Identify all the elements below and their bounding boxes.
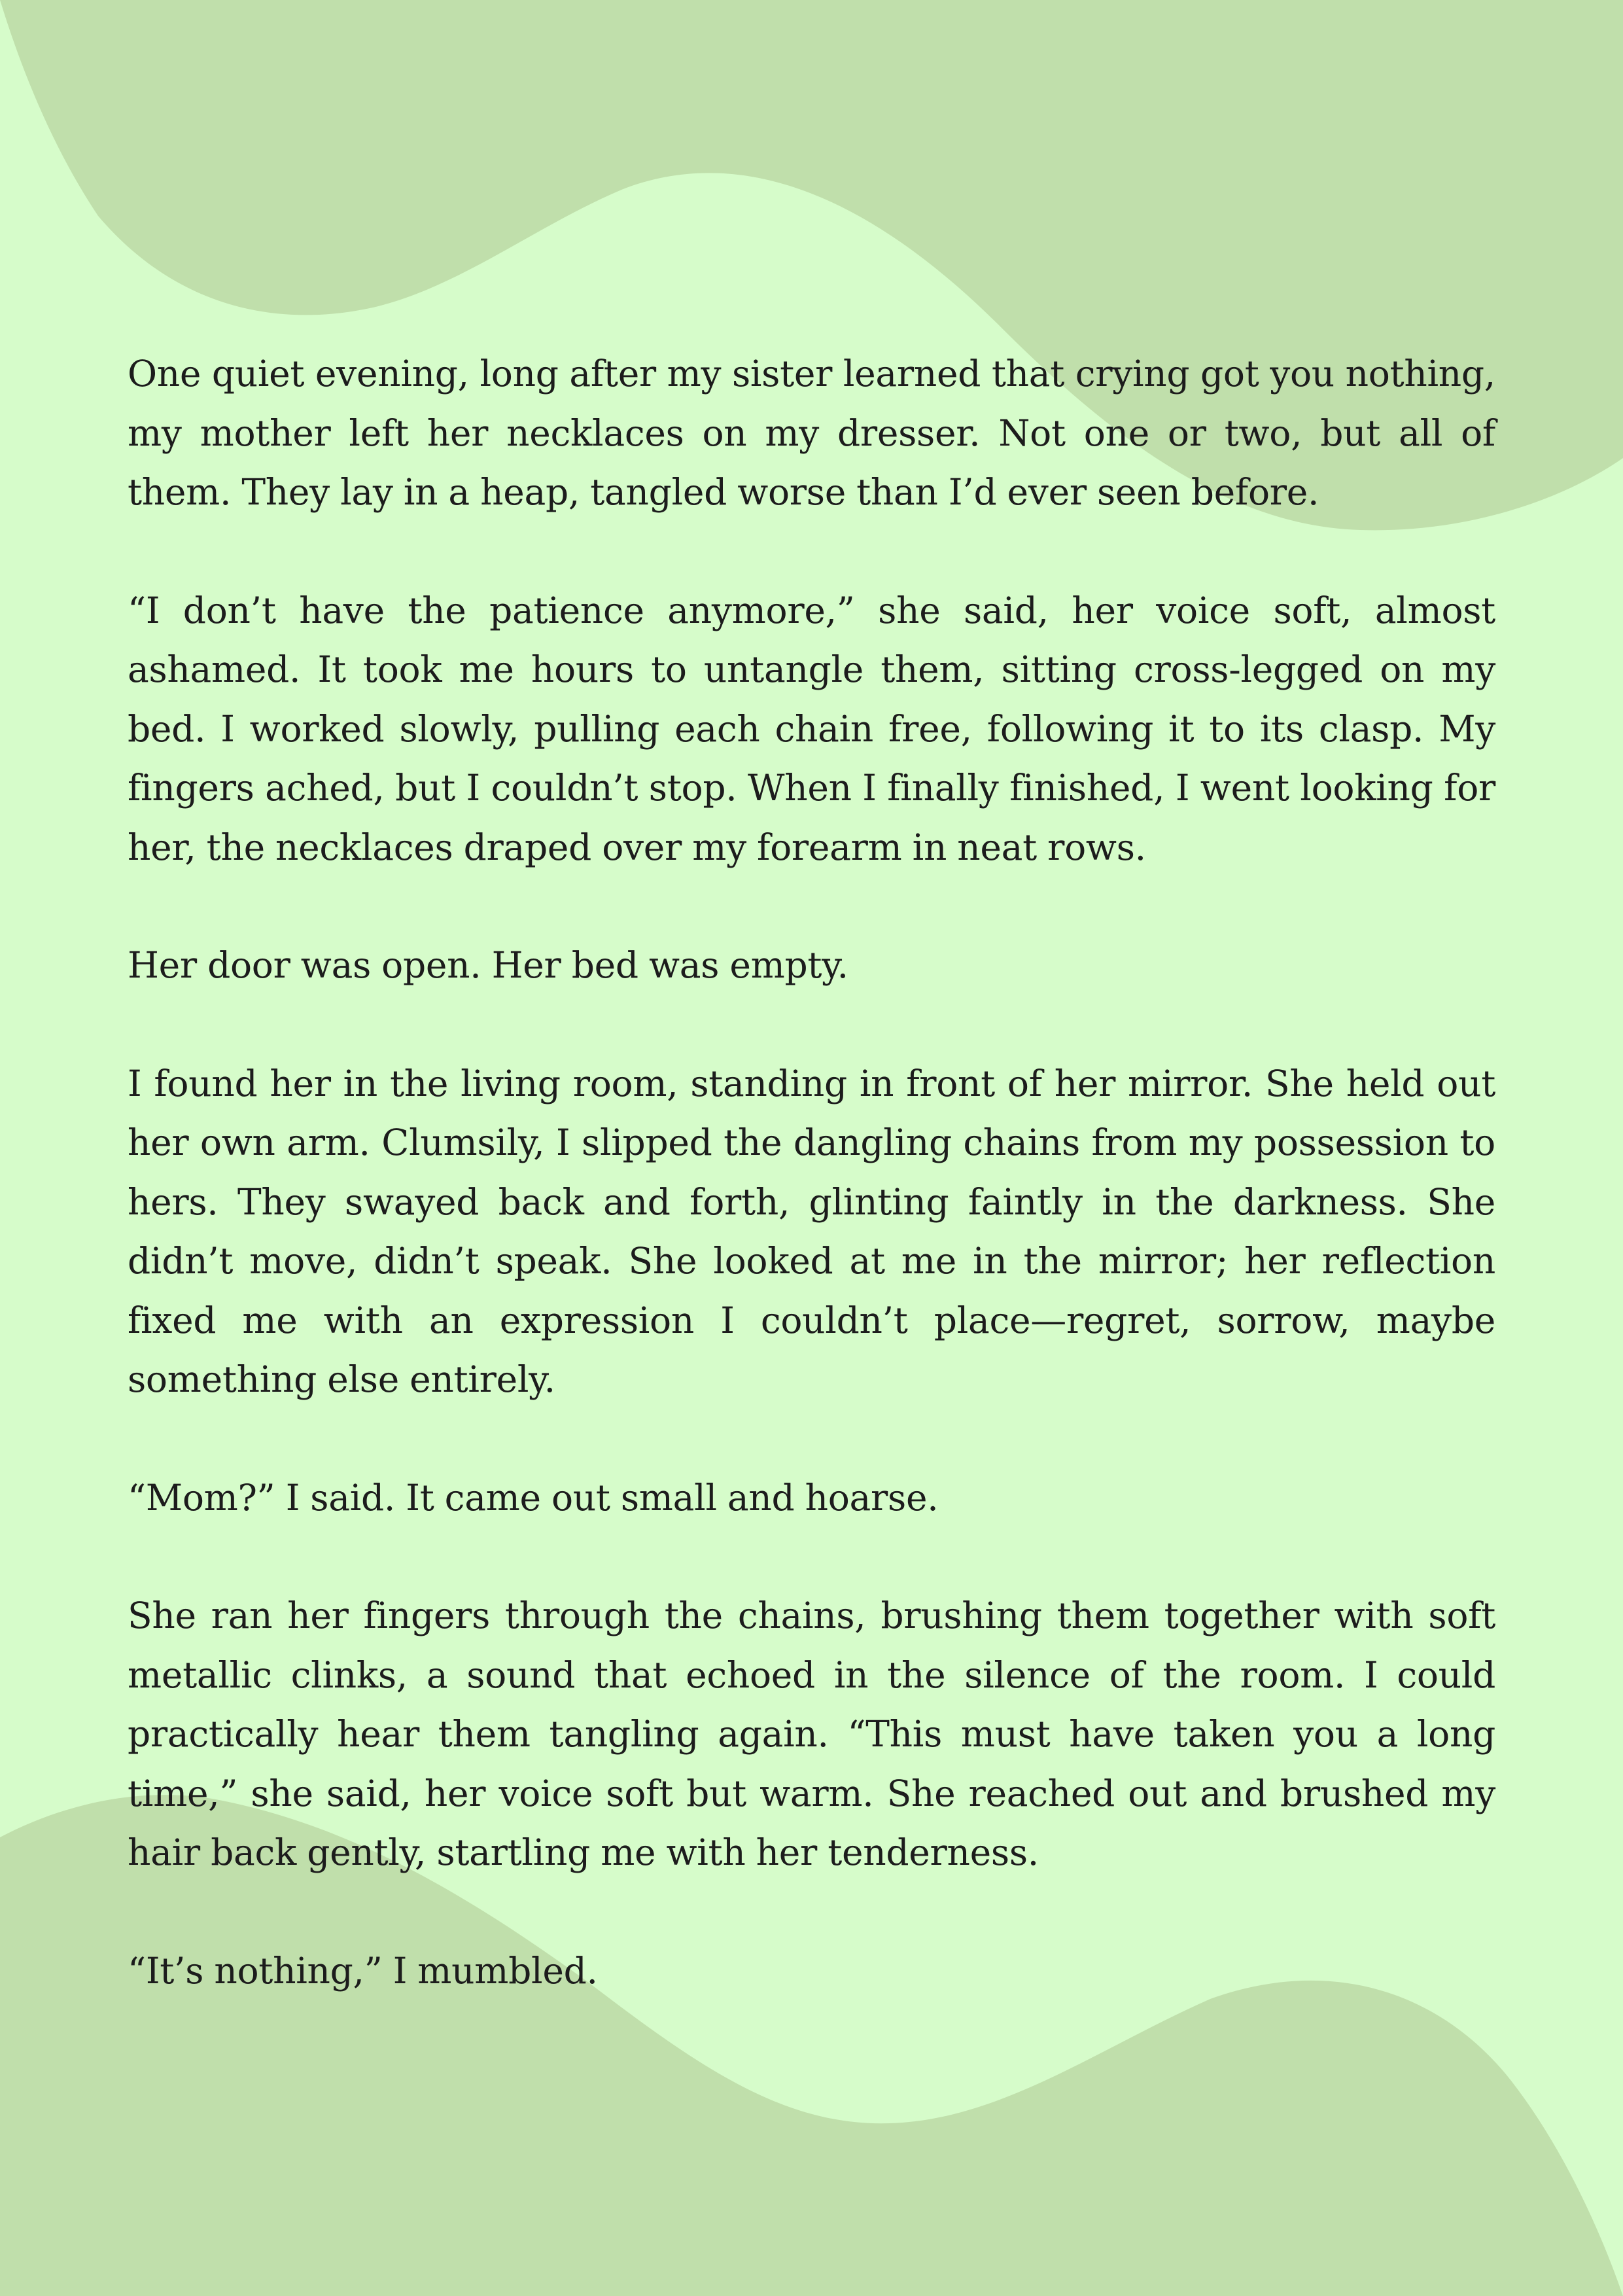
- paragraph-4: I found her in the living room, standing in front of her mirror. She held out her own arm. Clumsily, I slipped the dangling chains from my possession to hers. They swayed back and forth, glinting faintly in the darkness. She didn’t move, didn’t speak. She looked at me in the mirror; her reflection fixed me with an expression I couldn’t place—regret, sorrow, maybe something else entirely.: [128, 1062, 1495, 1400]
- paragraph-5: “Mom?” I said. It came out small and hoarse.: [128, 1476, 939, 1519]
- paragraph-1: One quiet evening, long after my sister learned that crying got you nothing, my mother left her necklaces on my dresser. Not one or two, but all of them. They lay in a heap, tangled worse than I’d ever seen before.: [128, 353, 1495, 513]
- paragraph-2: “I don’t have the patience anymore,” she said, her voice soft, almost ashamed. It took me hours to untangle them, sitting cross-legged on my bed. I worked slowly, pulling each chain free, following it to its clasp. My fingers ached, but I couldn’t stop. When I finally finished, I went looking for her, the necklaces draped over my forearm in neat rows.: [128, 589, 1495, 868]
- paragraph-7: “It’s nothing,” I mumbled.: [128, 1949, 598, 1992]
- paragraph-6: She ran her fingers through the chains, brushing them together with soft metallic clinks, a sound that echoed in the silence of the room. I could practically hear them tangling again. “This must have taken you a long time,” she said, her voice soft but warm. She reached out and brushed my hair back gently, startling me with her tenderness.: [128, 1595, 1495, 1873]
- paragraph-3: Her door was open. Her bed was empty.: [128, 944, 848, 986]
- story-text: [128, 344, 1495, 2000]
